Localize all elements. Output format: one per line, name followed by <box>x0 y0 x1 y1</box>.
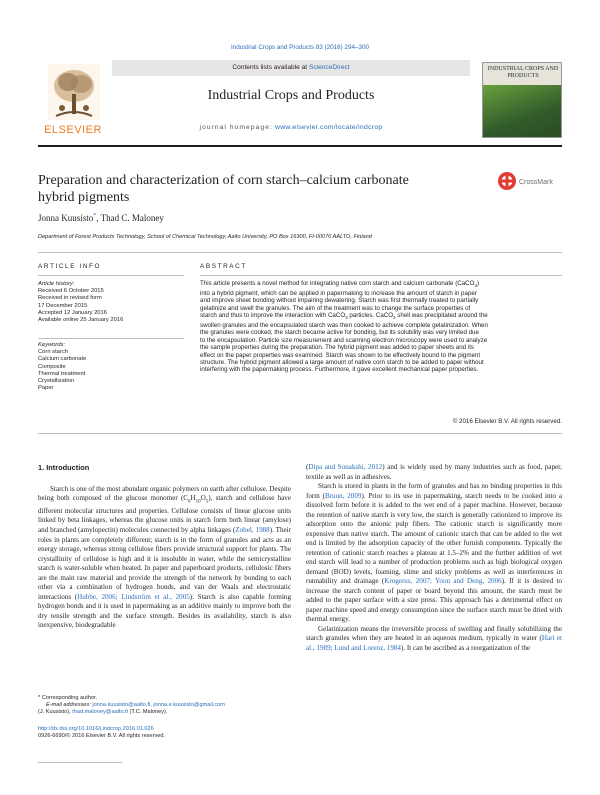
body-column-left <box>38 463 291 631</box>
doi-link[interactable]: http://dx.doi.org/10.1016/j.indcrop.2016.01.026 <box>38 725 154 732</box>
corresponding-mark[interactable]: * <box>93 213 97 219</box>
homepage-link[interactable]: www.elsevier.com/locate/indcrop <box>274 124 383 131</box>
right-paragraph-2: Gelatinization means the irreversible process of swelling and finally solubilizing the starch granules when they are heated in an aqueous medium, typically in water (Hari et al., 1989; Lund and Lorenz, 1984). It can be ascribed as a reorganization of the <box>306 624 562 652</box>
keyword-item: Calcium carbonate <box>38 356 87 363</box>
contents-prefix: Contents lists available at <box>232 64 309 71</box>
abstract-line: structure. The hybrid pigment allowed a large amount of native corn starch to be added to paper without <box>200 359 484 366</box>
email-link[interactable]: thad.maloney@aalto.fi <box>72 709 128 716</box>
history-accepted: Accepted 12 January 2016 <box>38 309 107 316</box>
keyword-item: Composite <box>38 363 66 370</box>
history-online: Available online 25 January 2016 <box>38 317 124 324</box>
keywords <box>38 342 184 392</box>
contents-bar <box>112 60 470 76</box>
homepage-label: journal homepage: <box>199 124 273 131</box>
citation-link[interactable]: Dipa and Sonakshi, 2012 <box>308 463 383 471</box>
journal-masthead <box>112 60 470 140</box>
article-history <box>38 281 184 324</box>
abstract-line: the granules were cooked, the starch became active for bonding, but its solubility was very limited due <box>200 329 479 337</box>
title-line-2: hybrid pigments <box>38 190 130 205</box>
sciencedirect-link[interactable]: ScienceDirect <box>308 64 350 71</box>
paper-title <box>38 172 478 206</box>
keywords-divider <box>38 338 184 339</box>
crossmark-icon[interactable] <box>496 170 558 192</box>
citation-link[interactable]: Zobel, 1988 <box>235 525 270 534</box>
abstract-line: to the encapsulation. Particle size measurement and scanning electron microscopy were used to analyze <box>200 336 488 344</box>
citation-link[interactable]: Hubbe, 2006; Lindström et al., 2005 <box>77 592 190 601</box>
citation-link[interactable]: Bruun, 2009 <box>324 491 362 500</box>
cover-title: INDUSTRIAL CROPS AND PRODUCTS <box>483 63 562 85</box>
elsevier-wordmark: ELSEVIER <box>44 124 102 136</box>
citation-link[interactable]: Hari et al., 1989; Lund and Lorenz, 1984 <box>306 634 562 652</box>
intro-paragraph-1: Starch is one of the most abundant organic polymers on earth after cellulose. Despite being both composed of the glucose monomer $(C_6H_{10}O_5)$, starch and cellulose have different molecular structures and properties. Cellulose consists of linear glucose units linked by beta linkages, whereas the glucose units in starch form both linear (amylose) and branched (amylopectin) molecules connected by alpha linkages (Zobel, 1988). Their roles in plants are completely different; starch is in the form of granules and acts as an energy storage, whereas strong cellulose fibers provide structural support for plants. The crystallinity of cellulose is high and it is insoluble in water, while the semicrystalline starch is water-soluble when heated. In paper and paperboard products, cellulosic fibers are the main raw material and provide the strength of the network by bonding to each other via a combination of hydrogen bonds, and van der Waals and electrostatic interactions (Hubbe, 2006; Lindström et al., 2005). Starch is also capable forming hydrogen bonds and it is used in papermaking as an additive mainly to improve both the dry tensile strength and the surface strength. Besides its availability, starch is also inexpensive, biodegradable <box>38 484 292 630</box>
history-revised-label: Received in revised form <box>38 295 102 302</box>
journal-cover-thumbnail[interactable] <box>482 62 562 138</box>
email-link[interactable]: jonna.kuusisto@aalto.fi, jonna.e.kuusisto@gmail.com <box>92 702 225 709</box>
body-column-right <box>306 463 562 653</box>
abstract-divider <box>200 275 562 276</box>
introduction-heading: 1. Introduction <box>38 463 90 472</box>
journal-homepage <box>112 124 470 131</box>
journal-header <box>38 60 562 140</box>
abstract-copyright: © 2016 Elsevier B.V. All rights reserved. <box>452 418 562 425</box>
abstract-line: and improve sheet bonding without impairing dewatering. Starch was first thermally treated to partially <box>200 297 479 305</box>
elsevier-logo[interactable] <box>38 60 108 140</box>
abstract-line: effect on the paper properties was examined. Starch was shown to be effectively bound to the pigment <box>200 351 481 359</box>
author-kuusisto[interactable]: Jonna Kuusisto <box>38 213 94 223</box>
title-line-1: Preparation and characterization of corn starch–calcium carbonate <box>38 173 409 188</box>
cover-image <box>483 85 562 138</box>
corresponding-author-note: * Corresponding author. <box>38 695 98 701</box>
email-note: E-mail addresses: jonna.kuusisto@aalto.fi, jonna.e.kuusisto@gmail.com <box>46 702 225 709</box>
article-info-divider <box>38 275 184 276</box>
footnotes <box>38 695 291 740</box>
history-revised-date: 17 December 2015 <box>38 302 88 309</box>
footnote-divider <box>38 762 122 763</box>
crossmark-label: CrossMark <box>519 179 553 186</box>
abstract-line: the sample properties during the preparation. The hybrid pigment was added to paper sheets and its <box>200 344 475 352</box>
author-maloney[interactable]: Thad C. Maloney <box>100 213 164 223</box>
issn-line: 0926-6690/© 2016 Elsevier B.V. All rights reserved. <box>38 732 166 739</box>
elsevier-tree-icon <box>48 64 100 120</box>
history-label: Article history: <box>38 281 75 287</box>
right-paragraph-1: Starch is stored in plants in the form of granules and has no binding properties in this form (Bruun, 2009). Prior to its use in papermaking, starch needs to be cooked into a dissolved form before it is added to the wet end of a paper machine. However, because the retention of native starch is very low, the starch is generally cationized to improve its adsorption onto the anionic pulp fibers. The cationic starch is significantly more expensive than native starch. The amount of cationic starch that can be added to the wet end is limited by the adsorption capacity of the other furnish components. Typically the retention of cationic starch reaches a plateau at 1.5–2% and the further addition of wet end starch will lead to a number of production problems such as high biological oxygen demand (BOD) levels, foaming, slime and sticky problems as well as interferences in runnability and drainage (Krogerus, 2007; Yoon and Deng, 2006). If it is desired to increase the starch content of paper or board beyond this amount, the starch must be added to the paper surface with a size press. This approach has a detrimental effect on paper machine speed and energy consumption since the surface starch must be dried with thermal energy. <box>306 482 562 624</box>
abstract-text <box>200 280 562 374</box>
abstract-line: swollen granules and the encapsulated starch was then cooked to achieve complete gelatinization. When <box>200 321 488 329</box>
abstract-line: into a hybrid pigment, which can be applied in papermaking to increase the amount of starch in paper <box>200 289 477 297</box>
keywords-label: Keywords: <box>38 342 66 348</box>
abstract-line: gelatinize and swell the granules. The aim of the treatment was to change the surface properties of <box>200 304 471 312</box>
affiliation: Department of Forest Products Technology, School of Chemical Technology, Aalto University, PO Box 16300, FI-00076 AALTO, Finland <box>38 234 372 240</box>
author-list <box>38 213 164 223</box>
author-separator: , <box>96 213 101 223</box>
keyword-item: Thermal treatment <box>38 370 86 377</box>
journal-reference[interactable]: Industrial Crops and Products 83 (2016) 294–300 <box>231 44 369 51</box>
journal-title: Industrial Crops and Products <box>207 88 375 103</box>
citation-link[interactable]: Krogerus, 2007; Yoon and Deng, 2006 <box>384 577 502 586</box>
keyword-item: Corn starch <box>38 349 68 356</box>
abstract-line: starch and thus to improve the interaction with CaCO$_3$ particles. CaCO$_3$ shell was precipitated around the <box>200 312 488 321</box>
keyword-item: Crystallization <box>38 378 75 385</box>
right-paragraph-0: (Dipa and Sonakshi, 2012) and is widely used by many industries such as food, paper, textile as well as in adhesives. <box>306 463 563 481</box>
abstract-line: This article presents a novel method for integrating native corn starch and calcium carbonate (CaCO$_3$) <box>200 280 480 289</box>
abstract-heading: ABSTRACT <box>200 263 247 270</box>
history-received: Received 6 October 2015 <box>38 288 104 295</box>
header-divider <box>38 145 562 147</box>
abstract-bottom-divider <box>38 433 562 434</box>
email-note-2: (J. Kuusisto), thad.maloney@aalto.fi (T.C. Maloney). <box>38 709 168 716</box>
keyword-item: Paper <box>38 385 54 392</box>
affiliation-divider <box>38 252 562 253</box>
article-info-heading: ARTICLE INFO <box>38 263 102 270</box>
abstract-line: interfering with the papermaking process. Furthermore, it gave excellent mechanical paper properties. <box>200 366 479 374</box>
